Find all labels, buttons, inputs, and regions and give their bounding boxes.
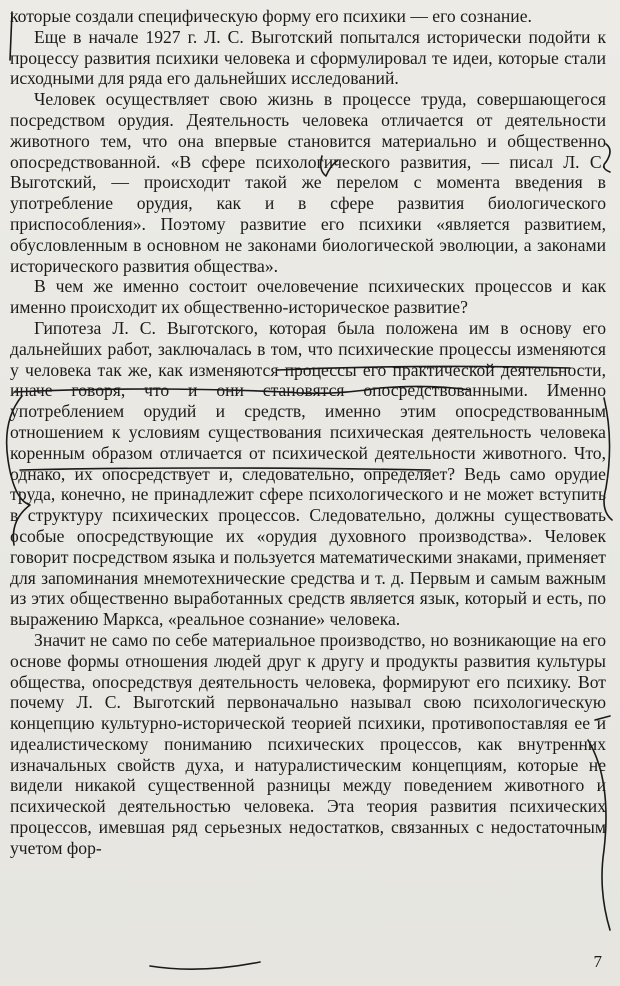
paragraph-question: В чем же именно состоит очеловечение психических процессов и как именно происходит их общественно-историческое развитие? — [10, 276, 606, 318]
body-text — [10, 6, 606, 859]
underline-shortcomings — [150, 962, 260, 969]
paragraph-cultural-historical: Значит не само по себе материальное производство, но возникающие на его основе формы отношения людей друг к другу и продукты развития культуры общества, опосредствуя деятельность человека, формируют его психику. Вот почему Л. С. Выготский первоначально называл свою психологическую концепцию культурно-исторической теорией психики, противопоставляя ее и идеалистическому пониманию психических процессов, как внутренних изначальных свойств духа, и натуралистическим концепциям, которые не видели никакой существенной разницы между поведением животного и психической деятельностью человека. Эта теория развития психических процессов, имевшая ряд серьезных недостатков, связанных с недостаточным учетом фор- — [10, 629, 606, 858]
paragraph-vygotsky-1927: Еще в начале 1927 г. Л. С. Выготский попытался исторически подойти к процессу развития психики человека и сформулировал те идеи, которые стали исходными для ряда его дальнейших исследований. — [10, 26, 606, 89]
paragraph-labor-tool: Человек осуществляет свою жизнь в процессе труда, совершающегося посредством орудия. Деятельность человека отличается от деятельности животного тем, что она впервые становится материально и общественно опосредствованной. «В сфере психологического развития, — писал Л. С. Выготский, — происходит такой же перелом с момента введения в употребление орудия, как и в сфере развития биологического приспособления». Поэтому развитие его психики «является развитием, обусловленным в основном не законами биологической эволюции, а законами исторического развития общества». — [10, 89, 606, 276]
paragraph-continued: которые создали специфическую форму его психики — его сознание. — [10, 6, 532, 26]
page-number: 7 — [593, 952, 602, 971]
paragraph-hypothesis: Гипотеза Л. С. Выготского, которая была положена им в основу его дальнейших работ, заключалась в том, что психические процессы изменяются у человека так же, как изменяются процессы его практической деятельности, иначе говоря, что и они становятся опосредствованными. Именно употреблением орудий и средств, именно этим опосредствованным отношением к условиям существования психическая деятельность человека коренным образом отличается от психической деятельности животного. Что, однако, их опосредствует и, следовательно, определяет? Ведь само орудие труда, конечно, не принадлежит сфере психологического и не может вступить в структуру психических процессов. Следовательно, должны существовать особые опосредствующие их «орудия духовного производства». Человек говорит посредством языка и пользуется математическими знаками, применяет для запоминания мнемотехнические средства и т. д. Первым и самым важным из этих общественно выработанных средств является язык, который и есть, по выражению Маркса, «реальное сознание» человека. — [10, 317, 606, 630]
